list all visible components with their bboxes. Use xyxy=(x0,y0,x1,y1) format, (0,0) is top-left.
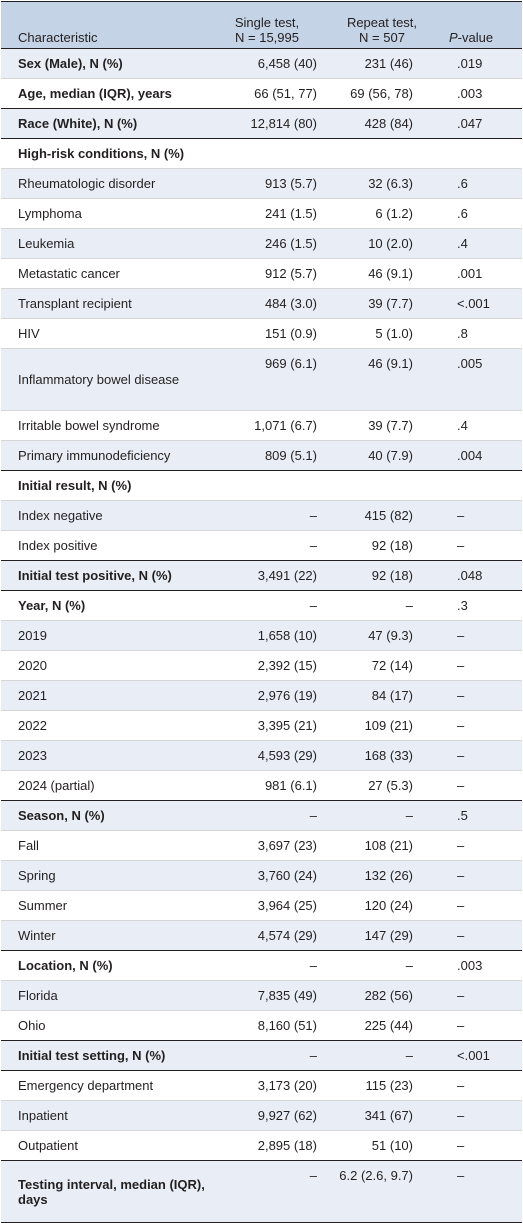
p-value: – xyxy=(441,1131,522,1161)
p-value: .6 xyxy=(441,199,522,229)
repeat-test-value: 69 (56, 78) xyxy=(323,79,441,109)
row-label: Location, N (%) xyxy=(1,951,211,981)
row-label: Sex (Male), N (%) xyxy=(1,49,211,79)
single-test-value: – xyxy=(211,951,323,981)
header-p-rest: -value xyxy=(457,30,494,45)
row-label: High-risk conditions, N (%) xyxy=(1,139,211,169)
single-test-value: 246 (1.5) xyxy=(211,229,323,259)
single-test-value: 241 (1.5) xyxy=(211,199,323,229)
repeat-test-value: 6.2 (2.6, 9.7) xyxy=(323,1161,441,1223)
p-value: – xyxy=(441,981,522,1011)
table-row xyxy=(1,289,522,319)
row-label: Summer xyxy=(1,891,211,921)
repeat-test-value: 120 (24) xyxy=(323,891,441,921)
p-value: – xyxy=(441,531,522,561)
single-test-value: 913 (5.7) xyxy=(211,169,323,199)
repeat-test-value: 341 (67) xyxy=(323,1101,441,1131)
row-label: 2023 xyxy=(1,741,211,771)
p-value: – xyxy=(441,771,522,801)
repeat-test-value: 84 (17) xyxy=(323,681,441,711)
p-value: .003 xyxy=(441,79,522,109)
single-test-value: 8,160 (51) xyxy=(211,1011,323,1041)
table-row xyxy=(1,501,522,531)
row-label: Rheumatologic disorder xyxy=(1,169,211,199)
row-label: Index positive xyxy=(1,531,211,561)
row-label: Ohio xyxy=(1,1011,211,1041)
table-row xyxy=(1,259,522,289)
row-label: Metastatic cancer xyxy=(1,259,211,289)
repeat-test-value: 51 (10) xyxy=(323,1131,441,1161)
single-test-value: 151 (0.9) xyxy=(211,319,323,349)
single-test-value: 484 (3.0) xyxy=(211,289,323,319)
single-test-value: – xyxy=(211,501,323,531)
header-repeat-n: N = 507 xyxy=(359,30,405,45)
repeat-test-value: 39 (7.7) xyxy=(323,289,441,319)
row-label: Initial result, N (%) xyxy=(1,471,211,501)
header-p-value xyxy=(441,2,522,49)
p-value: .4 xyxy=(441,229,522,259)
single-test-value: 9,927 (62) xyxy=(211,1101,323,1131)
repeat-test-value: 47 (9.3) xyxy=(323,621,441,651)
row-label: Testing interval, median (IQR), days xyxy=(1,1161,211,1223)
header-row xyxy=(1,2,522,49)
repeat-test-value xyxy=(323,471,441,501)
repeat-test-value: 115 (23) xyxy=(323,1071,441,1101)
repeat-test-value xyxy=(323,139,441,169)
row-label: Inflammatory bowel disease xyxy=(1,349,211,411)
table-row xyxy=(1,651,522,681)
table-row xyxy=(1,831,522,861)
single-test-value: – xyxy=(211,591,323,621)
table-row xyxy=(1,531,522,561)
row-label: 2019 xyxy=(1,621,211,651)
repeat-test-value: 39 (7.7) xyxy=(323,411,441,441)
single-test-value: 1,071 (6.7) xyxy=(211,411,323,441)
row-label: Initial test positive, N (%) xyxy=(1,561,211,591)
repeat-test-value: 415 (82) xyxy=(323,501,441,531)
p-value: <.001 xyxy=(441,289,522,319)
p-value: .003 xyxy=(441,951,522,981)
repeat-test-value: 282 (56) xyxy=(323,981,441,1011)
p-value: .004 xyxy=(441,441,522,471)
row-label: Lymphoma xyxy=(1,199,211,229)
p-value: – xyxy=(441,831,522,861)
p-value: – xyxy=(441,651,522,681)
single-test-value: 981 (6.1) xyxy=(211,771,323,801)
p-value: .3 xyxy=(441,591,522,621)
p-value xyxy=(441,139,522,169)
table-row xyxy=(1,741,522,771)
repeat-test-value: 10 (2.0) xyxy=(323,229,441,259)
table-row xyxy=(1,1161,522,1223)
repeat-test-value: – xyxy=(323,1041,441,1071)
repeat-test-value: 428 (84) xyxy=(323,109,441,139)
table-row xyxy=(1,561,522,591)
repeat-test-value: – xyxy=(323,951,441,981)
table-row xyxy=(1,1131,522,1161)
repeat-test-value: 147 (29) xyxy=(323,921,441,951)
single-test-value: 66 (51, 77) xyxy=(211,79,323,109)
p-value: – xyxy=(441,921,522,951)
repeat-test-value: 168 (33) xyxy=(323,741,441,771)
table-row xyxy=(1,109,522,139)
row-label: 2022 xyxy=(1,711,211,741)
p-value: .6 xyxy=(441,169,522,199)
p-value: – xyxy=(441,1101,522,1131)
repeat-test-value: 27 (5.3) xyxy=(323,771,441,801)
row-label: Fall xyxy=(1,831,211,861)
row-label: Emergency department xyxy=(1,1071,211,1101)
table-row xyxy=(1,621,522,651)
table-row xyxy=(1,319,522,349)
row-label: Race (White), N (%) xyxy=(1,109,211,139)
table-row xyxy=(1,1011,522,1041)
characteristics-table xyxy=(1,1,522,1223)
row-label: Irritable bowel syndrome xyxy=(1,411,211,441)
single-test-value: 4,593 (29) xyxy=(211,741,323,771)
single-test-value xyxy=(211,471,323,501)
single-test-value: – xyxy=(211,801,323,831)
p-value: – xyxy=(441,1071,522,1101)
row-label: Winter xyxy=(1,921,211,951)
table-row xyxy=(1,1041,522,1071)
p-value: .047 xyxy=(441,109,522,139)
single-test-value: 12,814 (80) xyxy=(211,109,323,139)
row-label: 2020 xyxy=(1,651,211,681)
repeat-test-value: 225 (44) xyxy=(323,1011,441,1041)
repeat-test-value: 46 (9.1) xyxy=(323,259,441,289)
single-test-value: 3,173 (20) xyxy=(211,1071,323,1101)
header-p-italic: P xyxy=(449,30,458,45)
p-value: – xyxy=(441,1161,522,1223)
repeat-test-value: 231 (46) xyxy=(323,49,441,79)
p-value: – xyxy=(441,1011,522,1041)
single-test-value: – xyxy=(211,531,323,561)
single-test-value: 3,964 (25) xyxy=(211,891,323,921)
p-value: .019 xyxy=(441,49,522,79)
p-value: .8 xyxy=(441,319,522,349)
repeat-test-value: 92 (18) xyxy=(323,561,441,591)
repeat-test-value: 109 (21) xyxy=(323,711,441,741)
table-row xyxy=(1,711,522,741)
header-repeat-title: Repeat test, xyxy=(346,15,418,30)
single-test-value: 2,895 (18) xyxy=(211,1131,323,1161)
table-row xyxy=(1,79,522,109)
repeat-test-value: 132 (26) xyxy=(323,861,441,891)
table-row xyxy=(1,229,522,259)
header-single-title: Single test, xyxy=(234,15,300,30)
single-test-value: 6,458 (40) xyxy=(211,49,323,79)
single-test-value: 2,976 (19) xyxy=(211,681,323,711)
single-test-value: 7,835 (49) xyxy=(211,981,323,1011)
table-row xyxy=(1,411,522,441)
p-value: .5 xyxy=(441,801,522,831)
row-label: Outpatient xyxy=(1,1131,211,1161)
repeat-test-value: 6 (1.2) xyxy=(323,199,441,229)
p-value: – xyxy=(441,681,522,711)
single-test-value: 3,491 (22) xyxy=(211,561,323,591)
table-row xyxy=(1,441,522,471)
row-label: Spring xyxy=(1,861,211,891)
p-value: – xyxy=(441,621,522,651)
table-row xyxy=(1,199,522,229)
table-row xyxy=(1,801,522,831)
table-row xyxy=(1,921,522,951)
table-header xyxy=(1,2,522,49)
repeat-test-value: – xyxy=(323,801,441,831)
single-test-value: 2,392 (15) xyxy=(211,651,323,681)
single-test-value: 3,697 (23) xyxy=(211,831,323,861)
table-row xyxy=(1,349,522,411)
p-value: .048 xyxy=(441,561,522,591)
table-body xyxy=(1,49,522,1223)
p-value: .001 xyxy=(441,259,522,289)
single-test-value: 3,760 (24) xyxy=(211,861,323,891)
row-label: Initial test setting, N (%) xyxy=(1,1041,211,1071)
table-row xyxy=(1,861,522,891)
table-row xyxy=(1,49,522,79)
repeat-test-value: 5 (1.0) xyxy=(323,319,441,349)
p-value: – xyxy=(441,861,522,891)
row-label: Inpatient xyxy=(1,1101,211,1131)
row-label: HIV xyxy=(1,319,211,349)
p-value: .4 xyxy=(441,411,522,441)
single-test-value xyxy=(211,139,323,169)
table-row xyxy=(1,591,522,621)
p-value: – xyxy=(441,741,522,771)
table-row xyxy=(1,681,522,711)
table-row xyxy=(1,1071,522,1101)
row-label: Year, N (%) xyxy=(1,591,211,621)
repeat-test-value: 40 (7.9) xyxy=(323,441,441,471)
row-label: Season, N (%) xyxy=(1,801,211,831)
repeat-test-value: – xyxy=(323,591,441,621)
header-repeat-test xyxy=(323,2,441,49)
p-value: .005 xyxy=(441,349,522,411)
single-test-value: 3,395 (21) xyxy=(211,711,323,741)
row-label: Age, median (IQR), years xyxy=(1,79,211,109)
row-label: 2021 xyxy=(1,681,211,711)
single-test-value: 969 (6.1) xyxy=(211,349,323,411)
table-row xyxy=(1,139,522,169)
header-characteristic: Characteristic xyxy=(1,2,211,49)
row-label: Florida xyxy=(1,981,211,1011)
single-test-value: – xyxy=(211,1161,323,1223)
repeat-test-value: 32 (6.3) xyxy=(323,169,441,199)
single-test-value: – xyxy=(211,1041,323,1071)
single-test-value: 912 (5.7) xyxy=(211,259,323,289)
p-value: – xyxy=(441,501,522,531)
row-label: 2024 (partial) xyxy=(1,771,211,801)
row-label: Primary immunodeficiency xyxy=(1,441,211,471)
table-row xyxy=(1,169,522,199)
repeat-test-value: 108 (21) xyxy=(323,831,441,861)
table-row xyxy=(1,471,522,501)
table-row xyxy=(1,771,522,801)
table-row xyxy=(1,951,522,981)
row-label: Leukemia xyxy=(1,229,211,259)
row-label: Index negative xyxy=(1,501,211,531)
p-value: <.001 xyxy=(441,1041,522,1071)
table-row xyxy=(1,981,522,1011)
header-single-n: N = 15,995 xyxy=(235,30,299,45)
p-value: – xyxy=(441,711,522,741)
single-test-value: 1,658 (10) xyxy=(211,621,323,651)
table-row xyxy=(1,891,522,921)
header-single-test xyxy=(211,2,323,49)
single-test-value: 809 (5.1) xyxy=(211,441,323,471)
single-test-value: 4,574 (29) xyxy=(211,921,323,951)
repeat-test-value: 92 (18) xyxy=(323,531,441,561)
row-label: Transplant recipient xyxy=(1,289,211,319)
p-value: – xyxy=(441,891,522,921)
p-value xyxy=(441,471,522,501)
table-row xyxy=(1,1101,522,1131)
repeat-test-value: 72 (14) xyxy=(323,651,441,681)
repeat-test-value: 46 (9.1) xyxy=(323,349,441,411)
